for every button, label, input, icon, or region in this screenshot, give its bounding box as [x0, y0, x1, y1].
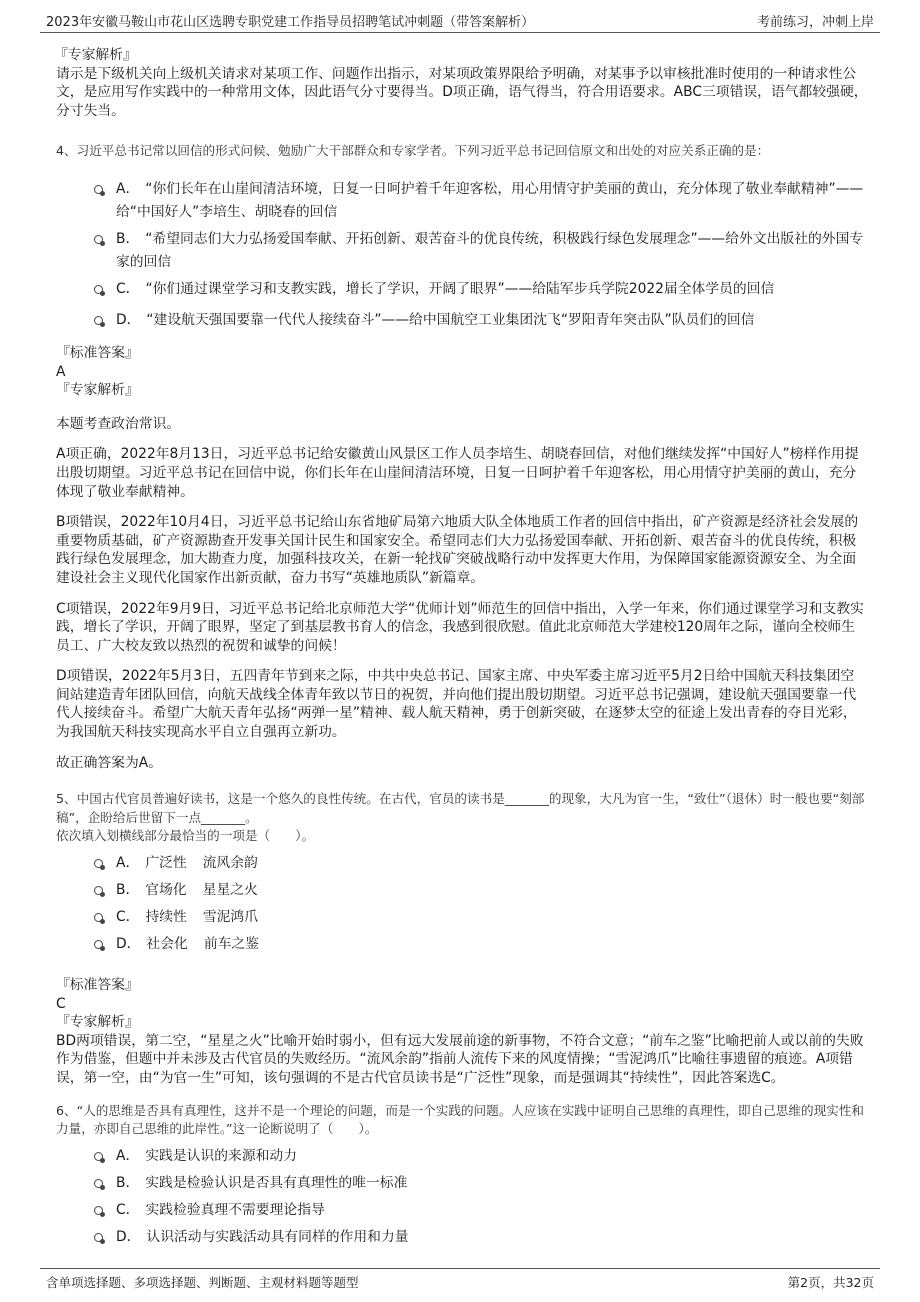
- question-4-stem: 4、习近平总书记常以回信的形式问候、勉励广大干部群众和专家学者。下列习近平总书记回信原文和出处的对应关系正确的是：: [56, 143, 770, 159]
- page-number: 第2页，共32页: [787, 1275, 874, 1290]
- radio-icon[interactable]: [94, 859, 103, 868]
- analysis-paragraph: D项错误，2022年5月3日，五四青年节到来之际，中共中央总书记、国家主席、中央军委主席习近平5月2日给中国航天科技集团空间站建造青年团队回信，向航天战线全体青年致以节日的祝贺，并向他们提出殷切期望。习近平总书记强调，建设航天强国要靠一代代人接续奋斗。希望广大航天青年弘扬“两弹一星”精神、载人航天精神，勇于创新突破，在逐梦太空的征途上发出青春的夺目光彩，为我国航天科技实现高水平自立自强再立新功。: [56, 668, 857, 741]
- option-4d[interactable]: D． “建设航天强国要靠一代代人接续奋斗”——给中国航空工业集团沈飞“罗阳青年突击队”队员们的回信: [56, 309, 868, 332]
- question-5-instruction: 依次填入划横线部分最恰当的一项是（ ）。: [56, 828, 315, 844]
- analysis-paragraph: A项正确，2022年8月13日，习近平总书记给安徽黄山风景区工作人员李培生、胡晓春回信，对他们继续发挥“中国好人”榜样作用提出殷切期望。习近平总书记在回信中说，你们长年在山崖间清洁环境，日复一日呵护着千年迎客松，用心用情守护美丽的黄山，充分体现了敬业奉献精神。: [56, 446, 859, 500]
- radio-icon[interactable]: [94, 185, 103, 194]
- option-6c[interactable]: C． 实践检验真理不需要理论指导: [56, 1199, 868, 1222]
- expert-analysis-label: 『专家解析』: [56, 382, 139, 399]
- radio-icon[interactable]: [94, 913, 103, 922]
- analysis-paragraph: C项错误，2022年9月9日，习近平总书记给北京师范大学“优师计划”师范生的回信中指出，入学一年来，你们通过课堂学习和支教实践，增长了学识，开阔了眼界，坚定了到基层教书育人的信念，我感到很欣慰。值此北京师范大学建校120周年之际，谨向全校师生员工、广大校友致以热烈的祝贺和诚挚的问候！: [56, 600, 864, 654]
- radio-icon[interactable]: [94, 235, 103, 244]
- option-5a[interactable]: A． 广泛性 流风余韵: [56, 852, 868, 875]
- question-5-options: [56, 852, 868, 956]
- expert-analysis-text: 请示是下级机关向上级机关请求对某项工作、问题作出指示，对某项政策界限给予明确，对某事予以审核批准时使用的一种请求性公文，是应用写作实践中的一种常用文体，因此语气分寸要得当。D项正确，语气得当，符合用语要求。ABC三项错误，语气都较强硬，分寸失当。: [56, 65, 868, 119]
- question-5-stem: 5、中国古代官员普遍好读书，这是一个悠久的良性传统。在古代，官员的读书是_______的现象，大凡为官一生，“致仕”（退休）时一般也要“刻部稿”，企盼给后世留下一点_______。: [56, 791, 865, 825]
- radio-icon[interactable]: [94, 1233, 103, 1242]
- option-5c[interactable]: C． 持续性 雪泥鸿爪: [56, 906, 868, 929]
- question-types-note: 含单项选择题、多项选择题、判断题、主观材料题等题型: [46, 1275, 359, 1290]
- analysis-paragraph: 故正确答案为A。: [56, 754, 163, 771]
- page-header: [0, 0, 920, 34]
- expert-analysis-text: BD两项错误，第二空，“星星之火”比喻开始时弱小，但有远大发展前途的新事物，不符合文意；“前车之鉴”比喻把前人或以前的失败作为借鉴，但题中并未涉及古代官员的失败经历。“流风余韵”指前人流传下来的风度情操；“雪泥鸿爪”比喻往事遗留的痕迹。A项错误，第一空，由“为官一生”可知，该句强调的不是古代官员读书是“广泛性”现象，而是强调其“持续性”，因此答案选C。: [56, 1032, 864, 1086]
- radio-icon[interactable]: [94, 940, 103, 949]
- radio-icon[interactable]: [94, 1179, 103, 1188]
- radio-icon[interactable]: [94, 316, 103, 325]
- radio-icon[interactable]: [94, 886, 103, 895]
- question-6-options: [56, 1145, 868, 1249]
- expert-analysis-label: 『专家解析』: [54, 47, 137, 63]
- standard-answer-label: 『标准答案』: [56, 977, 139, 994]
- option-4a[interactable]: A． “你们长年在山崖间清洁环境，日复一日呵护着千年迎客松，用心用情守护美丽的黄山，充分体现了敬业奉献精神”——给“中国好人”李培生、胡晓春的回信: [56, 178, 868, 224]
- option-6a[interactable]: A． 实践是认识的来源和动力: [56, 1145, 868, 1168]
- page-footer: [0, 1262, 920, 1302]
- document-title: 2023年安徽马鞍山市花山区选聘专职党建工作指导员招聘笔试冲刺题（带答案解析）: [46, 15, 535, 30]
- option-4b[interactable]: B． “希望同志们大力弘扬爱国奉献、开拓创新、艰苦奋斗的优良传统，积极践行绿色发展理念”——给外文出版社的外国专家的回信: [56, 228, 868, 274]
- expert-analysis-label: 『专家解析』: [56, 1014, 139, 1031]
- option-4c[interactable]: C． “你们通过课堂学习和支教实践，增长了学识，开阔了眼界”——给陆军步兵学院2022届全体学员的回信: [56, 278, 868, 301]
- analysis-paragraph: 本题考查政治常识。: [56, 415, 181, 432]
- page-content: [56, 46, 868, 1249]
- radio-icon[interactable]: [94, 285, 103, 294]
- radio-icon[interactable]: [94, 1152, 103, 1161]
- header-divider: [40, 32, 880, 33]
- question-6-stem: 6、“人的思维是否具有真理性，这并不是一个理论的问题，而是一个实践的问题。人应该在实践中证明自己思维的真理性，即自己思维的现实性和力量，亦即自己思维的此岸性。”这一论断说明了（ ）。: [56, 1102, 864, 1137]
- option-6d[interactable]: D． 认识活动与实践活动具有同样的作用和力量: [56, 1226, 868, 1249]
- option-5b[interactable]: B． 官场化 星星之火: [56, 879, 868, 902]
- analysis-paragraph: B项错误，2022年10月4日，习近平总书记给山东省地矿局第六地质大队全体地质工作者的回信中指出，矿产资源是经济社会发展的重要物质基础，矿产资源勘查开发事关国计民生和国家安全。希望同志们大力弘扬爱国奉献、开拓创新、艰苦奋斗的优良传统，积极践行绿色发展理念，加大勘查力度，加强科技攻关，在新一轮找矿突破战略行动中发挥更大作用，为保障国家能源资源安全、为全面建设社会主义现代化国家作出新贡献，奋力书写“英雄地质队”新篇章。: [56, 514, 859, 586]
- option-6b[interactable]: B． 实践是检验认识是否具有真理性的唯一标准: [56, 1172, 868, 1195]
- question-4-options: [56, 178, 868, 332]
- standard-answer-value: C: [56, 995, 66, 1012]
- footer-divider: [40, 1268, 880, 1269]
- header-slogan: 考前练习，冲刺上岸: [756, 15, 874, 30]
- standard-answer-label: 『标准答案』: [56, 344, 139, 361]
- option-5d[interactable]: D． 社会化 前车之鉴: [56, 933, 868, 956]
- standard-answer-value: A: [56, 363, 66, 380]
- radio-icon[interactable]: [94, 1206, 103, 1215]
